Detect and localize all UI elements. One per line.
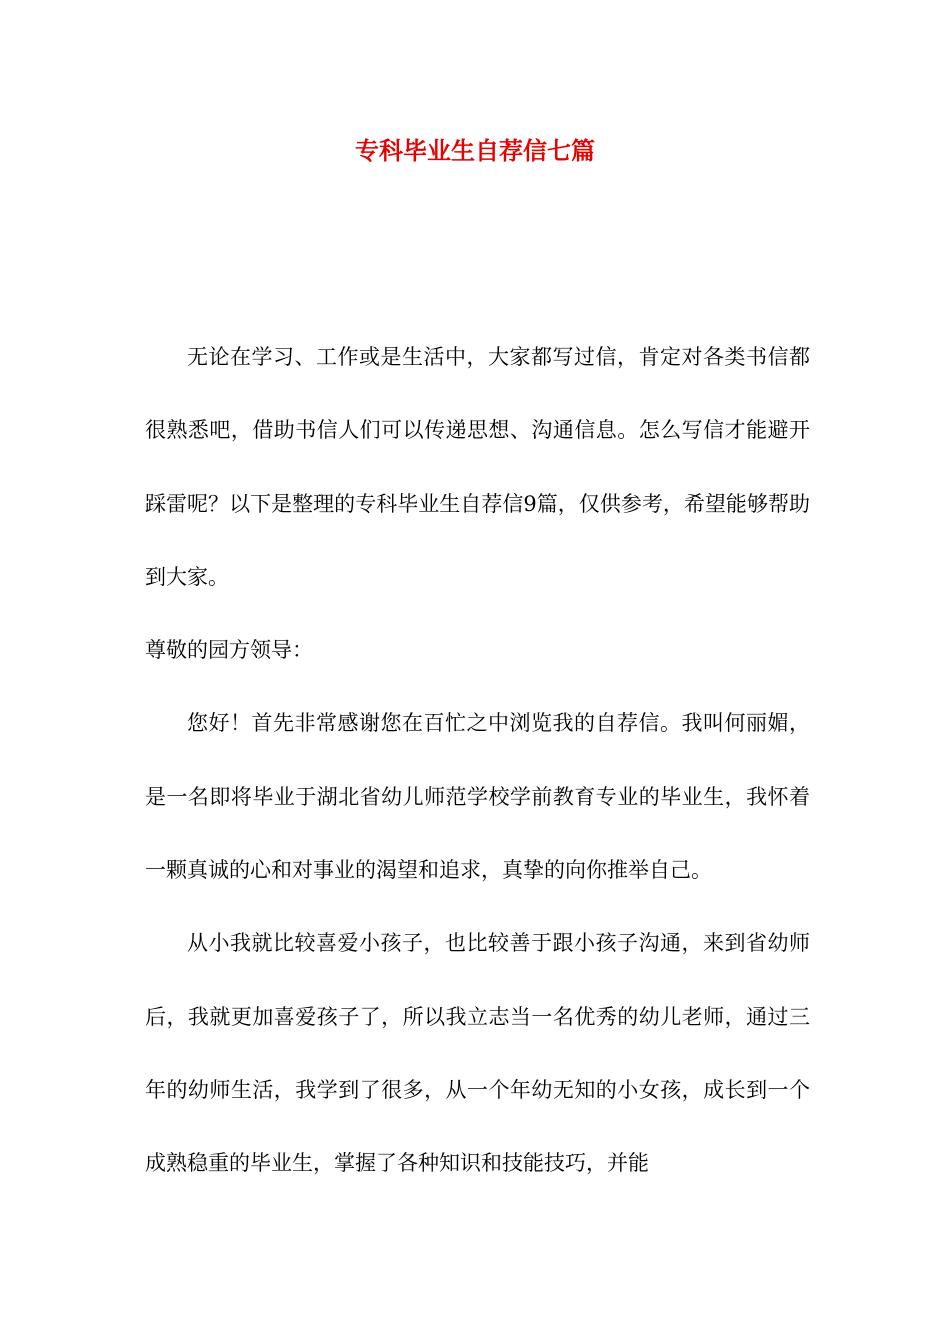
paragraph-salutation: 尊敬的园方领导： bbox=[145, 638, 313, 663]
document-title: 专科毕业生自荐信七篇 bbox=[355, 137, 595, 165]
paragraph-intro: 无论在学习、工作或是生活中，大家都写过信，肯定对各类书信都很熟悉吧，借助书信人们可以传递思想、沟通信息。怎么写信才能避开踩雷呢？以下是整理的专科毕业生自荐信9篇，仅供参考，希望能够帮助到大家。 bbox=[145, 345, 810, 589]
document-body bbox=[145, 321, 810, 1201]
paragraph-background: 从小我就比较喜爱小孩子，也比较善于跟小孩子沟通，来到省幼师后，我就更加喜爱孩子了，所以我立志当一名优秀的幼儿老师，通过三年的幼师生活，我学到了很多，从一个年幼无知的小女孩，成长到一个成熟稳重的毕业生，掌握了各种知识和技能技巧，并能 bbox=[145, 931, 810, 1176]
paragraph-greeting: 您好！首先非常感谢您在百忙之中浏览我的自荐信。我叫何丽媚，是一名即将毕业于湖北省幼儿师范学校学前教育专业的毕业生，我怀着一颗真诚的心和对事业的渴望和追求，真挚的向你推举自己。 bbox=[145, 711, 810, 883]
